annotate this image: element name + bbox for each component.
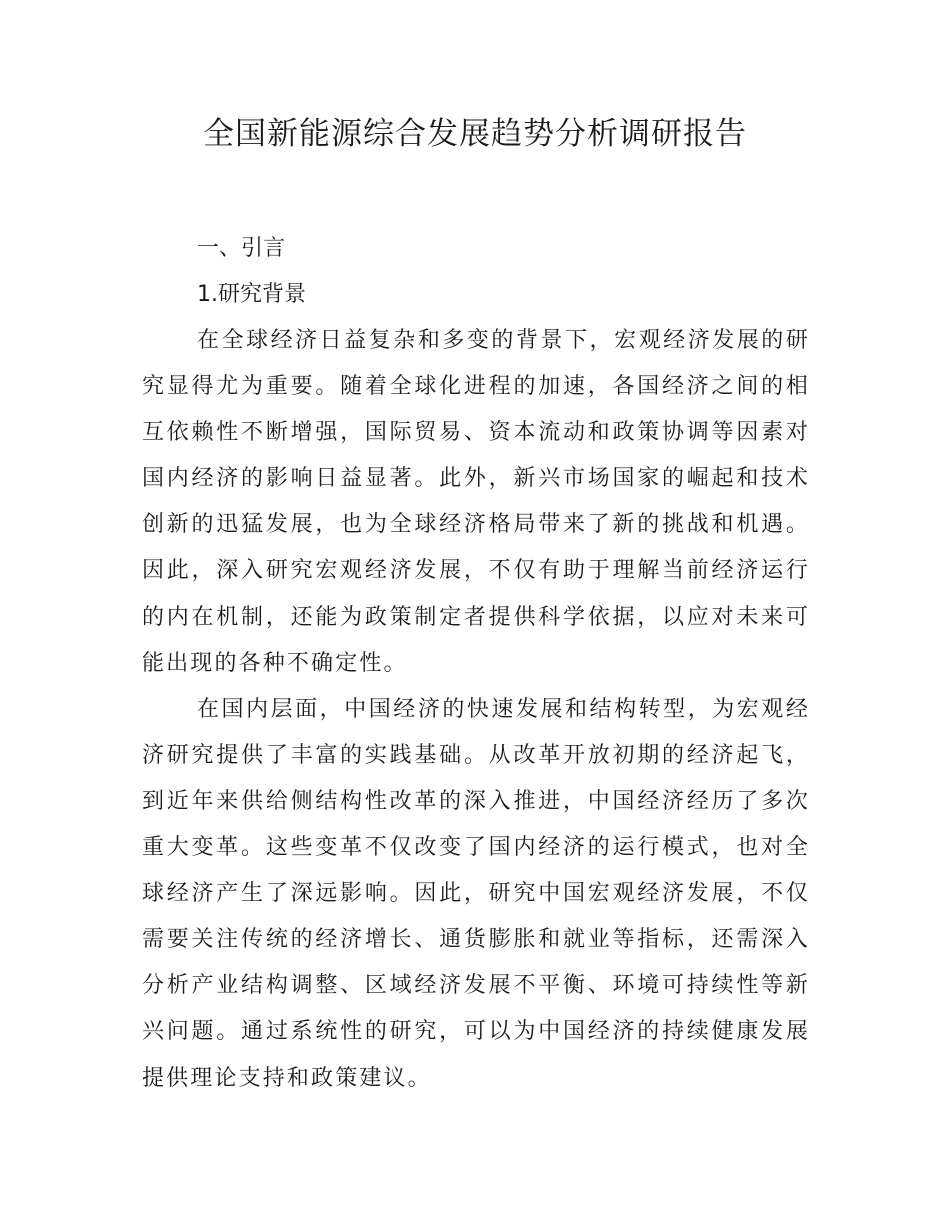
document-body (142, 226, 810, 1102)
document-title: 全国新能源综合发展趋势分析调研报告 (203, 116, 747, 152)
section-heading: 一、引言 (197, 236, 286, 261)
body-paragraph-1: 在全球经济日益复杂和多变的背景下，宏观经济发展的研究显得尤为重要。随着全球化进程的加速，各国经济之间的相互依赖性不断增强，国际贸易、资本流动和政策协调等因素对国内经济的影响日益显著。此外，新兴市场国家的崛起和技术创新的迅猛发展，也为全球经济格局带来了新的挑战和机遇。因此，深入研究宏观经济发展，不仅有助于理解当前经济运行的内在机制，还能为政策制定者提供科学依据，以应对未来可能出现的各种不确定性。 (142, 328, 810, 676)
body-paragraph-2: 在国内层面，中国经济的快速发展和结构转型，为宏观经济研究提供了丰富的实践基础。从改革开放初期的经济起飞，到近年来供给侧结构性改革的深入推进，中国经济经历了多次重大变革。这些变革不仅改变了国内经济的运行模式，也对全球经济产生了深远影响。因此，研究中国宏观经济发展，不仅需要关注传统的经济增长、通货膨胀和就业等指标，还需深入分析产业结构调整、区域经济发展不平衡、环境可持续性等新兴问题。通过系统性的研究，可以为中国经济的持续健康发展提供理论支持和政策建议。 (142, 696, 810, 1091)
subsection-heading: 1.研究背景 (197, 282, 306, 307)
